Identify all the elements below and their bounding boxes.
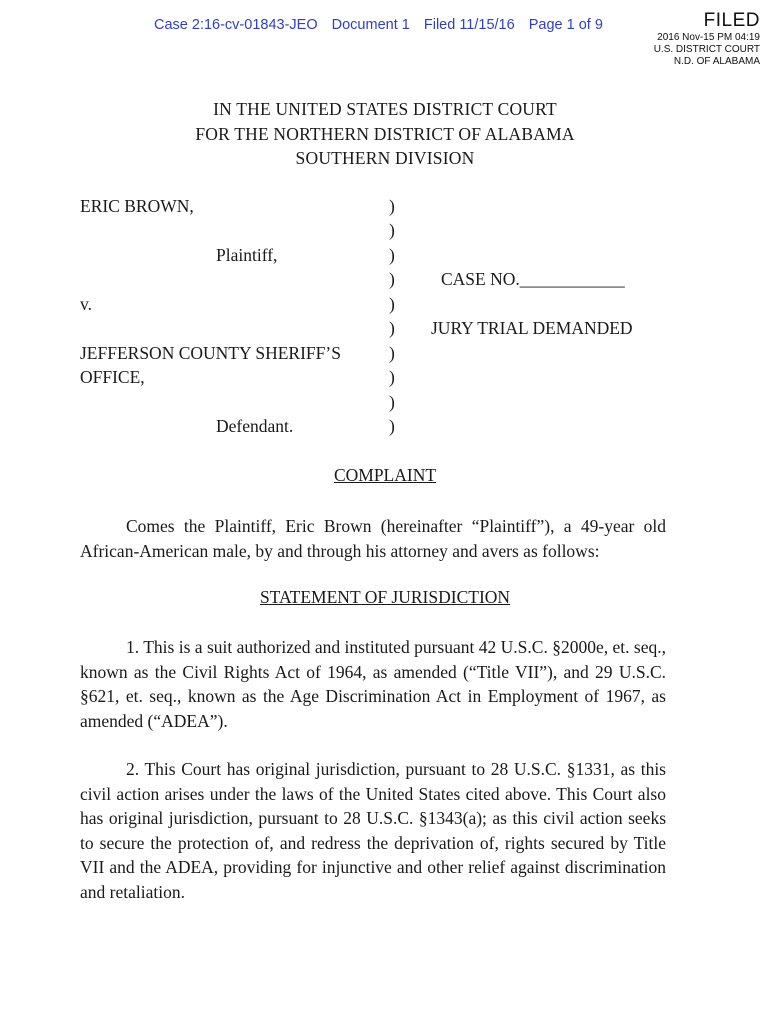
caption-paren: ) bbox=[389, 269, 395, 289]
filed-datetime: 2016 Nov-15 PM 04:19 bbox=[657, 32, 760, 43]
court-line-3: SOUTHERN DIVISION bbox=[295, 148, 475, 168]
caption-paren: ) bbox=[389, 220, 395, 240]
plaintiff-label: Plaintiff, bbox=[216, 245, 278, 265]
plaintiff-name: ERIC BROWN, bbox=[80, 196, 194, 216]
caption-paren: ) bbox=[389, 196, 395, 216]
paragraph-2 bbox=[80, 757, 666, 904]
page-number: Page 1 of 9 bbox=[528, 17, 603, 33]
defendant-name-line-2: OFFICE, bbox=[80, 367, 145, 387]
complaint-title: COMPLAINT bbox=[333, 465, 437, 485]
filed-district: N.D. OF ALABAMA bbox=[673, 56, 760, 67]
caption-paren: ) bbox=[389, 294, 395, 314]
filed-stamp bbox=[654, 10, 760, 68]
paragraph-1 bbox=[80, 635, 666, 733]
case-no-field: CASE NO.____________ bbox=[441, 269, 625, 289]
caption-paren: ) bbox=[389, 245, 395, 265]
paragraph-1-text: 1. This is a suit authorized and instituted pursuant 42 U.S.C. §2000e, et. seq., known as the Civil Rights Act of 1964, as amended (“Title VII”), and 29 U.S.C. §621, et. seq., known as the Age Discrimination Act in Employment of 1967, as amended (“ADEA”). bbox=[80, 637, 666, 731]
document-number: Document 1 bbox=[331, 17, 410, 33]
case-header bbox=[154, 17, 613, 33]
court-heading bbox=[0, 97, 770, 171]
paragraph-2-text: 2. This Court has original jurisdiction, pursuant to 28 U.S.C. §1331, as this civil action arises under the laws of the United States cited above. This Court also has original jurisdiction, pursuant to 28 U.S.C. §1343(a); as this civil action seeks to secure the protection of, and redress the deprivation of, rights secured by Title VII and the ADEA, providing for injunctive and other relief against discrimination and retaliation. bbox=[80, 759, 666, 902]
versus: v. bbox=[80, 294, 92, 314]
jury-demand: JURY TRIAL DEMANDED bbox=[431, 318, 633, 338]
court-line-1: IN THE UNITED STATES DISTRICT COURT bbox=[213, 99, 557, 119]
caption-paren: ) bbox=[389, 343, 395, 363]
section-title: STATEMENT OF JURISDICTION bbox=[259, 587, 511, 607]
intro-paragraph bbox=[80, 514, 666, 563]
defendant-label: Defendant. bbox=[216, 416, 294, 436]
case-number: Case 2:16-cv-01843-JEO bbox=[154, 17, 318, 33]
filed-label: FILED bbox=[703, 10, 760, 31]
caption-paren: ) bbox=[389, 367, 395, 387]
caption-paren: ) bbox=[389, 416, 395, 436]
filed-court: U.S. DISTRICT COURT bbox=[653, 44, 760, 55]
defendant-name-line-1: JEFFERSON COUNTY SHERIFF’S bbox=[80, 343, 341, 363]
caption-paren: ) bbox=[389, 392, 395, 412]
intro-text: Comes the Plaintiff, Eric Brown (hereinafter “Plaintiff”), a 49-year old African-American male, by and through his attorney and avers as follows: bbox=[80, 516, 666, 561]
filed-date: Filed 11/15/16 bbox=[423, 17, 515, 33]
caption-paren: ) bbox=[389, 318, 395, 338]
court-line-2: FOR THE NORTHERN DISTRICT OF ALABAMA bbox=[195, 123, 575, 144]
